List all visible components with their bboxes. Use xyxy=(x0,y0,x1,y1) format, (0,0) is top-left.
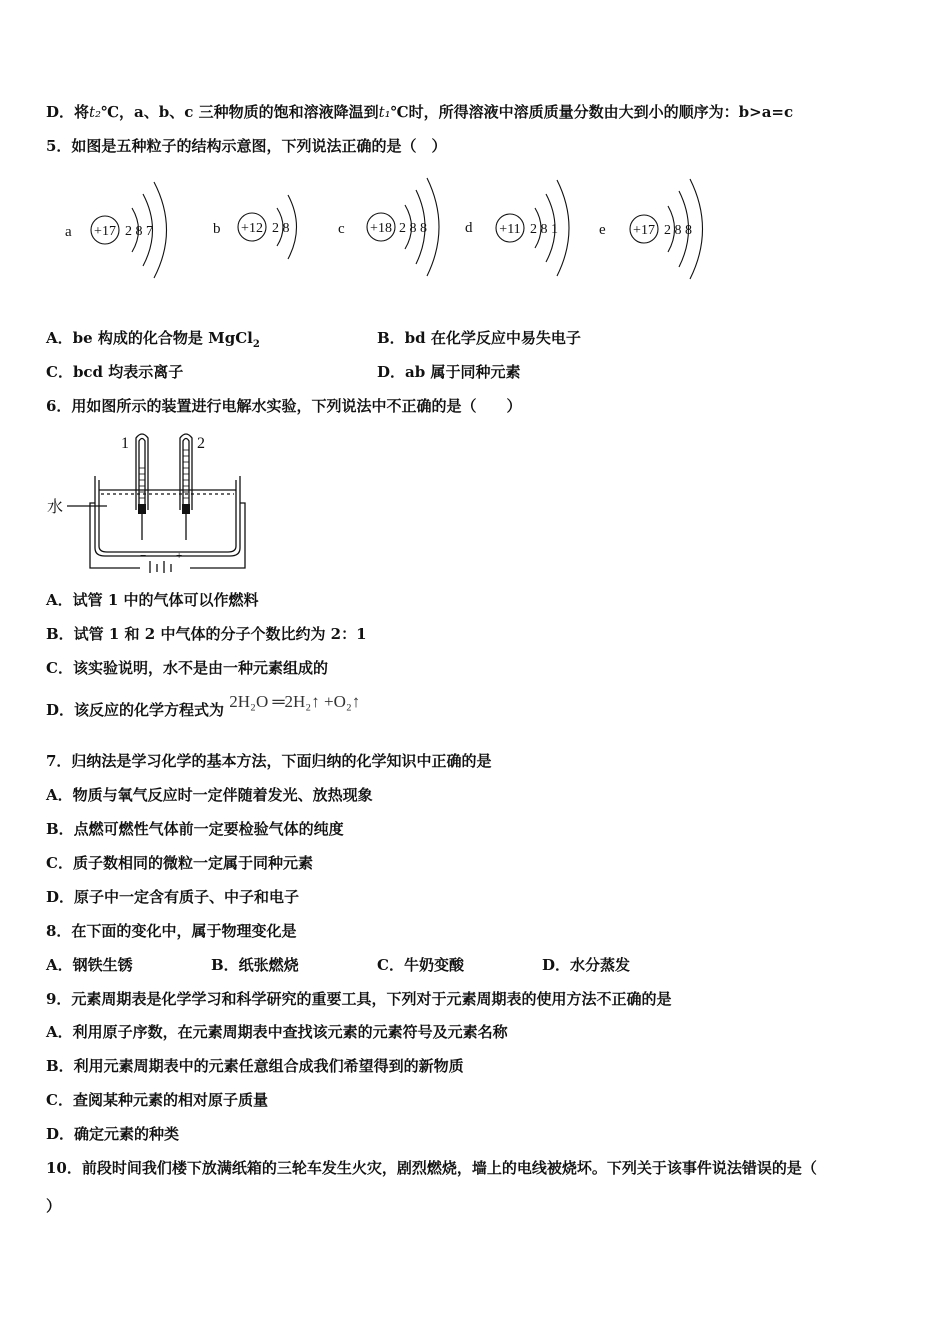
atomic-structure-diagram xyxy=(55,170,775,300)
q6-option-c[interactable]: C．该实验说明，水不是由一种元素组成的 xyxy=(46,659,328,677)
particle-e-nucleus: +17 xyxy=(633,223,655,238)
q6-stem: 6．用如图所示的装置进行电解水实验，下列说法中不正确的是（ ） xyxy=(46,397,522,415)
q7-option-a[interactable]: A．物质与氧气反应时一定伴随着发光、放热现象 xyxy=(46,786,373,804)
particle-d-shells: 2 8 1 xyxy=(530,222,558,237)
particle-c-shells: 2 8 8 xyxy=(399,221,427,236)
q8-option-d[interactable]: D．水分蒸发 xyxy=(542,956,631,974)
particle-b-shells: 2 8 xyxy=(272,221,290,236)
chemical-equation: 2H₂O ═2H₂↑ +O₂↑ xyxy=(229,692,361,711)
svg-text:+: + xyxy=(176,550,183,562)
q7-stem: 7．归纳法是学习化学的基本方法，下面归纳的化学知识中正确的是 xyxy=(46,752,492,770)
particle-e-label: e xyxy=(599,222,606,238)
tube-2-label: 2 xyxy=(197,435,205,452)
q9-option-c[interactable]: C．查阅某种元素的相对原子质量 xyxy=(46,1091,268,1109)
q7-option-b[interactable]: B．点燃可燃性气体前一定要检验气体的纯度 xyxy=(46,820,344,838)
particle-c-nucleus: +18 xyxy=(370,221,392,236)
q5-option-a[interactable]: A．be 构成的化合物是 MgCl$_2$ xyxy=(46,329,260,350)
q5-option-c[interactable]: C．bcd 均表示离子 xyxy=(46,363,184,381)
particle-c-label: c xyxy=(338,221,345,237)
q6-option-b[interactable]: B．试管 1 和 2 中气体的分子个数比约为 2：1 xyxy=(46,625,367,643)
tube-1-label: 1 xyxy=(121,435,129,452)
q5-option-d[interactable]: D．ab 属于同种元素 xyxy=(377,363,521,381)
q5-option-b[interactable]: B．bd 在化学反应中易失电子 xyxy=(377,329,581,347)
q9-option-a[interactable]: A．利用原子序数，在元素周期表中查找该元素的元素符号及元素名称 xyxy=(46,1023,508,1041)
q8-option-b[interactable]: B．纸张燃烧 xyxy=(211,956,299,974)
particle-e-shells: 2 8 8 xyxy=(664,223,692,238)
q7-option-d[interactable]: D．原子中一定含有质子、中子和电子 xyxy=(46,888,300,906)
particle-b-nucleus: +12 xyxy=(241,221,263,236)
q8-stem: 8．在下面的变化中，属于物理变化是 xyxy=(46,922,297,940)
q7-option-c[interactable]: C．质子数相同的微粒一定属于同种元素 xyxy=(46,854,313,872)
q5-stem: 5．如图是五种粒子的结构示意图，下列说法正确的是（ ） xyxy=(46,137,447,155)
particle-b-label: b xyxy=(213,221,221,237)
q9-option-b[interactable]: B．利用元素周期表中的元素任意组合成我们希望得到的新物质 xyxy=(46,1057,464,1075)
electrolysis-apparatus-diagram xyxy=(45,428,265,573)
q4-option-d[interactable]: D．将t₂℃，a、b、c 三种物质的饱和溶液降温到t₁℃时，所得溶液中溶质质量分数由大到小的顺序为：b>a=c xyxy=(46,103,794,121)
water-label: 水 xyxy=(47,499,64,516)
q9-option-d[interactable]: D．确定元素的种类 xyxy=(46,1125,180,1143)
particle-a-nucleus: +17 xyxy=(94,224,116,239)
particle-d-label: d xyxy=(465,220,473,236)
particle-d-nucleus: +11 xyxy=(499,222,521,237)
q6-option-a[interactable]: A．试管 1 中的气体可以作燃料 xyxy=(46,591,259,609)
q10-stem-continuation: ） xyxy=(46,1197,62,1215)
q6-option-d[interactable]: D．该反应的化学方程式为 2H₂O ═2H₂↑ +O₂↑ xyxy=(46,692,361,719)
q10-stem: 10．前段时间我们楼下放满纸箱的三轮车发生火灾，剧烈燃烧，墙上的电线被烧坏。下列关于该事件说法错误的是（ xyxy=(46,1159,817,1177)
particle-a-shells: 2 8 7 xyxy=(125,224,153,239)
q8-option-c[interactable]: C．牛奶变酸 xyxy=(377,956,464,974)
particle-a-label: a xyxy=(65,224,72,240)
q8-option-a[interactable]: A．钢铁生锈 xyxy=(46,956,133,974)
svg-text:−: − xyxy=(140,550,147,562)
q9-stem: 9．元素周期表是化学学习和科学研究的重要工具，下列对于元素周期表的使用方法不正确的是 xyxy=(46,990,672,1008)
